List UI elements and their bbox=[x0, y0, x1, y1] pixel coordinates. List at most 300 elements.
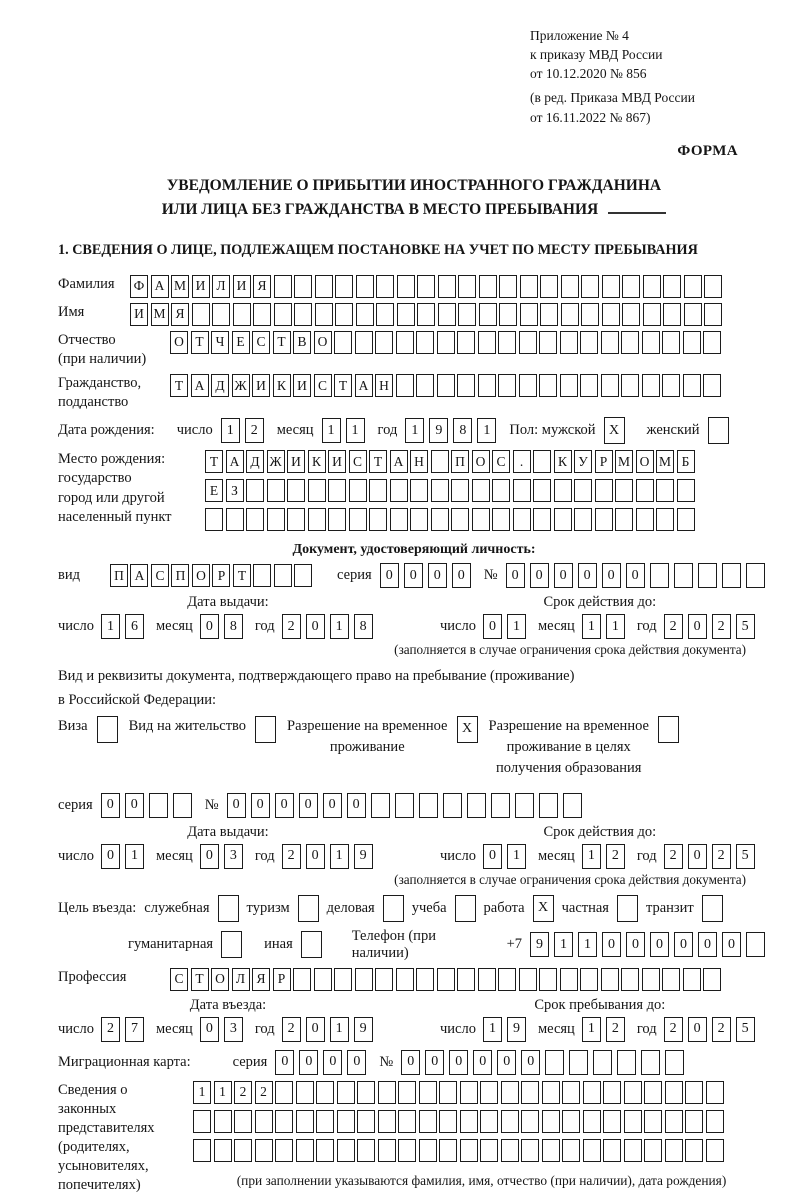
char-cell bbox=[519, 968, 537, 991]
char-cell bbox=[460, 1139, 478, 1162]
char-cell bbox=[376, 303, 394, 326]
char-cell bbox=[419, 1081, 437, 1104]
char-cell bbox=[274, 303, 292, 326]
profession-label: Профессия bbox=[58, 968, 127, 985]
char-cell bbox=[685, 1081, 703, 1104]
char-cell bbox=[431, 479, 449, 502]
entry-month-cells bbox=[200, 1017, 248, 1042]
char-cell bbox=[704, 303, 722, 326]
char-cell bbox=[467, 793, 486, 818]
char-cell: 0 bbox=[688, 614, 707, 639]
year-label: год bbox=[636, 847, 657, 864]
char-cell bbox=[499, 275, 517, 298]
char-cell bbox=[356, 275, 374, 298]
entry-dates bbox=[58, 997, 770, 1042]
char-cell bbox=[621, 331, 639, 354]
migration-seria-cells bbox=[275, 1050, 371, 1075]
number-label: № bbox=[204, 796, 219, 813]
stay-day-cells bbox=[483, 1017, 531, 1042]
patronymic-label: Отчество (при наличии) bbox=[58, 331, 147, 367]
char-cell bbox=[622, 275, 640, 298]
edition-line: от 16.11.2022 № 867) bbox=[530, 109, 651, 125]
doc-number-cells bbox=[506, 563, 770, 588]
char-cell: 0 bbox=[200, 614, 219, 639]
representatives-note: (при заполнении указываются фамилия, имя, отчество (при наличии), дата рождения) bbox=[236, 1173, 727, 1189]
char-cell bbox=[396, 331, 414, 354]
char-cell bbox=[704, 275, 722, 298]
char-cell bbox=[460, 1081, 478, 1104]
representatives-cells bbox=[193, 1081, 770, 1190]
purpose-tourism-checkbox bbox=[298, 895, 319, 922]
char-cell: Н bbox=[410, 450, 428, 473]
char-cell bbox=[233, 303, 251, 326]
valid-month-cells bbox=[582, 614, 630, 639]
char-cell bbox=[451, 508, 469, 531]
char-cell: 1 bbox=[554, 932, 573, 957]
stay-year-cells bbox=[664, 1017, 760, 1042]
char-cell bbox=[472, 508, 490, 531]
purpose-prefix: Цель въезда: bbox=[58, 899, 137, 916]
day-label: число bbox=[176, 422, 213, 439]
char-cell bbox=[624, 1110, 642, 1133]
char-cell: 0 bbox=[452, 563, 471, 588]
char-cell: П bbox=[451, 450, 469, 473]
patronymic-cells bbox=[170, 331, 724, 354]
char-cell bbox=[540, 303, 558, 326]
char-cell bbox=[706, 1081, 724, 1104]
char-cell bbox=[683, 374, 701, 397]
char-cell bbox=[574, 479, 592, 502]
char-cell: 0 bbox=[449, 1050, 468, 1075]
char-cell bbox=[703, 331, 721, 354]
char-cell bbox=[274, 275, 292, 298]
char-cell: 2 bbox=[282, 1017, 301, 1042]
char-cell bbox=[316, 1139, 334, 1162]
char-cell bbox=[315, 303, 333, 326]
form-title-line1: УВЕДОМЛЕНИЕ О ПРИБЫТИИ ИНОСТРАННОГО ГРАЖДАНИНА bbox=[166, 176, 662, 194]
char-cell: 0 bbox=[521, 1050, 540, 1075]
char-cell: Ж bbox=[232, 374, 250, 397]
char-cell bbox=[624, 1139, 642, 1162]
valid-day-cells bbox=[483, 614, 531, 639]
temp-residence-option: Разрешение на временное проживание X bbox=[287, 716, 477, 758]
char-cell bbox=[378, 1139, 396, 1162]
char-cell: 1 bbox=[221, 418, 240, 443]
char-cell bbox=[287, 479, 305, 502]
surname-cells bbox=[130, 275, 725, 298]
identity-doc-dates bbox=[58, 594, 770, 639]
char-cell bbox=[205, 508, 223, 531]
char-cell: 0 bbox=[323, 793, 342, 818]
legal-reference bbox=[530, 26, 770, 127]
char-cell: 2 bbox=[664, 1017, 683, 1042]
char-cell: 0 bbox=[428, 563, 447, 588]
char-cell: 0 bbox=[227, 793, 246, 818]
char-cell bbox=[337, 1139, 355, 1162]
char-cell bbox=[287, 508, 305, 531]
char-cell: О bbox=[211, 968, 229, 991]
char-cell bbox=[275, 1081, 293, 1104]
char-cell: А bbox=[130, 564, 148, 587]
firstname-label: Имя bbox=[58, 303, 85, 320]
char-cell: Т bbox=[170, 374, 188, 397]
profession-row bbox=[58, 968, 770, 991]
char-cell bbox=[563, 793, 582, 818]
char-cell: 1 bbox=[582, 1017, 601, 1042]
char-cell: . bbox=[513, 450, 531, 473]
citizenship-cells bbox=[170, 374, 724, 397]
char-cell: 2 bbox=[234, 1081, 252, 1104]
char-cell: С bbox=[492, 450, 510, 473]
char-cell bbox=[521, 1139, 539, 1162]
char-cell: А bbox=[151, 275, 169, 298]
char-cell bbox=[212, 303, 230, 326]
char-cell bbox=[296, 1081, 314, 1104]
char-cell bbox=[439, 1110, 457, 1133]
char-cell bbox=[308, 479, 326, 502]
char-cell bbox=[703, 374, 721, 397]
char-cell: 0 bbox=[299, 1050, 318, 1075]
char-cell bbox=[376, 275, 394, 298]
char-cell bbox=[562, 1081, 580, 1104]
char-cell bbox=[294, 275, 312, 298]
char-cell bbox=[357, 1110, 375, 1133]
char-cell bbox=[375, 968, 393, 991]
sex-male-label: Пол: мужской bbox=[509, 422, 596, 439]
char-cell: 1 bbox=[405, 418, 424, 443]
purpose-work-label: работа bbox=[483, 899, 525, 916]
char-cell: 0 bbox=[483, 844, 502, 869]
char-cell bbox=[583, 1081, 601, 1104]
phone-label: Телефон (при наличии) bbox=[351, 927, 436, 961]
purpose-work-checkbox: X bbox=[533, 895, 554, 922]
char-cell: Я bbox=[253, 275, 271, 298]
char-cell: 0 bbox=[299, 793, 318, 818]
char-cell bbox=[520, 303, 538, 326]
char-cell bbox=[665, 1050, 684, 1075]
representatives-cells-row3 bbox=[193, 1139, 726, 1162]
char-cell bbox=[656, 479, 674, 502]
purpose-official-label: служебная bbox=[144, 899, 210, 916]
char-cell: 0 bbox=[401, 1050, 420, 1075]
temp-residence-checkbox: X bbox=[457, 716, 478, 743]
char-cell bbox=[501, 1139, 519, 1162]
char-cell: 1 bbox=[193, 1081, 211, 1104]
char-cell bbox=[685, 1110, 703, 1133]
char-cell: 0 bbox=[125, 793, 144, 818]
issue-day-cells bbox=[101, 614, 149, 639]
ref-line: от 10.12.2020 № 856 bbox=[530, 66, 647, 82]
char-cell bbox=[519, 374, 537, 397]
char-cell: Ф bbox=[130, 275, 148, 298]
char-cell bbox=[375, 331, 393, 354]
birth-year-cells bbox=[405, 418, 501, 443]
char-cell bbox=[214, 1110, 232, 1133]
char-cell bbox=[255, 1110, 273, 1133]
year-label: год bbox=[254, 847, 275, 864]
migration-number-cells bbox=[401, 1050, 689, 1075]
char-cell bbox=[539, 331, 557, 354]
char-cell bbox=[746, 932, 765, 957]
char-cell bbox=[644, 1081, 662, 1104]
valid-until-title: Срок действия до: bbox=[543, 594, 657, 611]
char-cell: 7 bbox=[125, 1017, 144, 1042]
char-cell bbox=[603, 1081, 621, 1104]
char-cell: 1 bbox=[507, 844, 526, 869]
char-cell bbox=[416, 968, 434, 991]
char-cell bbox=[398, 1081, 416, 1104]
char-cell: К bbox=[308, 450, 326, 473]
char-cell: 2 bbox=[606, 1017, 625, 1042]
char-cell bbox=[274, 564, 292, 587]
char-cell bbox=[457, 331, 475, 354]
char-cell bbox=[499, 303, 517, 326]
char-cell bbox=[316, 1081, 334, 1104]
char-cell: 2 bbox=[664, 844, 683, 869]
char-cell bbox=[539, 968, 557, 991]
char-cell: 0 bbox=[101, 844, 120, 869]
citizenship-label: Гражданство, подданство bbox=[58, 375, 142, 411]
char-cell bbox=[636, 508, 654, 531]
char-cell bbox=[663, 275, 681, 298]
char-cell: 0 bbox=[650, 932, 669, 957]
char-cell bbox=[722, 563, 741, 588]
char-cell: И bbox=[233, 275, 251, 298]
residence-permit-checkbox bbox=[255, 716, 276, 743]
char-cell bbox=[601, 331, 619, 354]
char-cell bbox=[562, 1139, 580, 1162]
residence-permit-option: Вид на жительство bbox=[129, 716, 276, 743]
char-cell bbox=[419, 793, 438, 818]
visa-checkbox bbox=[97, 716, 118, 743]
char-cell bbox=[451, 479, 469, 502]
char-cell: 3 bbox=[224, 1017, 243, 1042]
issue-month-cells bbox=[200, 614, 248, 639]
month-label: месяц bbox=[537, 847, 575, 864]
char-cell bbox=[617, 1050, 636, 1075]
char-cell bbox=[480, 1081, 498, 1104]
purpose-private-label: частная bbox=[561, 899, 609, 916]
char-cell: 5 bbox=[736, 1017, 755, 1042]
month-label: месяц bbox=[155, 847, 193, 864]
char-cell bbox=[334, 968, 352, 991]
char-cell bbox=[397, 303, 415, 326]
char-cell bbox=[480, 1139, 498, 1162]
char-cell: Т bbox=[233, 564, 251, 587]
char-cell: 0 bbox=[626, 563, 645, 588]
char-cell bbox=[674, 563, 693, 588]
purpose-tourism-label: туризм bbox=[246, 899, 290, 916]
char-cell: И bbox=[252, 374, 270, 397]
char-cell: 0 bbox=[425, 1050, 444, 1075]
char-cell bbox=[349, 508, 367, 531]
char-cell bbox=[636, 479, 654, 502]
validity-note: (заполняется в случае ограничения срока действия документа) bbox=[394, 871, 746, 887]
char-cell bbox=[662, 968, 680, 991]
char-cell bbox=[193, 1139, 211, 1162]
char-cell: А bbox=[226, 450, 244, 473]
month-label: месяц bbox=[155, 1020, 193, 1037]
char-cell bbox=[480, 1110, 498, 1133]
day-label: число bbox=[58, 847, 94, 864]
char-cell bbox=[662, 374, 680, 397]
month-label: месяц bbox=[155, 618, 193, 635]
char-cell: 2 bbox=[664, 614, 683, 639]
issue-month-cells bbox=[200, 844, 248, 869]
char-cell: 2 bbox=[245, 418, 264, 443]
firstname-cells bbox=[130, 303, 725, 326]
char-cell: Т bbox=[205, 450, 223, 473]
purpose-other-label: иная bbox=[264, 936, 293, 953]
char-cell bbox=[478, 374, 496, 397]
char-cell bbox=[602, 275, 620, 298]
stay-doc-line1: Вид и реквизиты документа, подтверждающего право на пребывание (проживание) bbox=[58, 668, 575, 685]
char-cell bbox=[255, 1139, 273, 1162]
char-cell bbox=[397, 275, 415, 298]
form-title bbox=[58, 174, 770, 222]
char-cell: 2 bbox=[282, 614, 301, 639]
validity-note: (заполняется в случае ограничения срока действия документа) bbox=[394, 642, 746, 658]
birthdate-label: Дата рождения: bbox=[58, 422, 155, 439]
char-cell bbox=[492, 508, 510, 531]
number-label: № bbox=[379, 1053, 394, 1070]
char-cell bbox=[390, 508, 408, 531]
char-cell: Р bbox=[273, 968, 291, 991]
char-cell bbox=[357, 1081, 375, 1104]
char-cell bbox=[439, 1139, 457, 1162]
purpose-business-label: деловая bbox=[326, 899, 375, 916]
char-cell: 1 bbox=[477, 418, 496, 443]
char-cell: С bbox=[170, 968, 188, 991]
char-cell bbox=[479, 303, 497, 326]
char-cell bbox=[419, 1139, 437, 1162]
char-cell bbox=[642, 331, 660, 354]
char-cell: С bbox=[314, 374, 332, 397]
char-cell bbox=[665, 1110, 683, 1133]
char-cell bbox=[583, 1110, 601, 1133]
char-cell bbox=[458, 275, 476, 298]
char-cell: 0 bbox=[602, 563, 621, 588]
char-cell bbox=[561, 275, 579, 298]
char-cell: 0 bbox=[251, 793, 270, 818]
char-cell: 9 bbox=[354, 844, 373, 869]
char-cell bbox=[615, 508, 633, 531]
char-cell bbox=[560, 331, 578, 354]
char-cell bbox=[542, 1139, 560, 1162]
char-cell: И bbox=[287, 450, 305, 473]
char-cell: Я bbox=[252, 968, 270, 991]
char-cell bbox=[554, 508, 572, 531]
valid-year-cells bbox=[664, 614, 760, 639]
birthplace-cells-row2 bbox=[205, 479, 697, 502]
char-cell: Ч bbox=[211, 331, 229, 354]
char-cell: 6 bbox=[125, 614, 144, 639]
char-cell bbox=[226, 508, 244, 531]
visa-option: Виза bbox=[58, 716, 118, 743]
char-cell: Т bbox=[369, 450, 387, 473]
day-label: число bbox=[440, 618, 476, 635]
char-cell bbox=[355, 968, 373, 991]
stay-doc-options bbox=[58, 716, 770, 779]
char-cell bbox=[642, 968, 660, 991]
char-cell bbox=[478, 968, 496, 991]
char-cell bbox=[357, 1139, 375, 1162]
form-title-line2: ИЛИ ЛИЦА БЕЗ ГРАЖДАНСТВА В МЕСТО ПРЕБЫВАНИЯ bbox=[161, 200, 599, 218]
birthdate-row bbox=[58, 417, 770, 444]
representatives-label: Сведения о законных представителях (родителях, усыновителях, попечителях) bbox=[58, 1081, 155, 1194]
char-cell bbox=[246, 508, 264, 531]
char-cell bbox=[479, 275, 497, 298]
char-cell: 2 bbox=[712, 1017, 731, 1042]
sex-female-label: женский bbox=[646, 422, 700, 439]
doc-kind-cells bbox=[110, 564, 315, 587]
char-cell bbox=[192, 303, 210, 326]
char-cell bbox=[583, 1139, 601, 1162]
char-cell bbox=[253, 303, 271, 326]
char-cell: 0 bbox=[404, 563, 423, 588]
char-cell bbox=[294, 564, 312, 587]
char-cell: Т bbox=[273, 331, 291, 354]
char-cell bbox=[601, 374, 619, 397]
char-cell: Т bbox=[191, 331, 209, 354]
char-cell: М bbox=[171, 275, 189, 298]
char-cell: И bbox=[130, 303, 148, 326]
char-cell bbox=[315, 275, 333, 298]
stay-until-title: Срок пребывания до: bbox=[534, 996, 666, 1013]
valid-until-title: Срок действия до: bbox=[543, 823, 657, 840]
char-cell bbox=[337, 1081, 355, 1104]
representatives-cells-row2 bbox=[193, 1110, 726, 1133]
temp-residence-education-option: Разрешение на временное проживание в целях получения образования bbox=[489, 716, 679, 779]
char-cell: В bbox=[293, 331, 311, 354]
char-cell bbox=[622, 303, 640, 326]
char-cell bbox=[149, 793, 168, 818]
char-cell bbox=[438, 275, 456, 298]
char-cell bbox=[595, 508, 613, 531]
purpose-humanitarian-checkbox bbox=[221, 931, 242, 958]
char-cell bbox=[650, 563, 669, 588]
char-cell bbox=[677, 479, 695, 502]
char-cell: 3 bbox=[224, 844, 243, 869]
char-cell: 8 bbox=[453, 418, 472, 443]
char-cell bbox=[662, 331, 680, 354]
birthplace-label: Место рождения: государство город или другой населенный пункт bbox=[58, 451, 172, 525]
profession-cells bbox=[170, 968, 724, 991]
char-cell bbox=[253, 564, 271, 587]
char-cell bbox=[665, 1139, 683, 1162]
phone-prefix: +7 bbox=[506, 936, 522, 953]
birth-day-cells bbox=[221, 418, 269, 443]
char-cell: С bbox=[151, 564, 169, 587]
month-label: месяц bbox=[537, 618, 575, 635]
char-cell bbox=[644, 1139, 662, 1162]
char-cell bbox=[683, 968, 701, 991]
char-cell bbox=[234, 1139, 252, 1162]
purpose-business-checkbox bbox=[383, 895, 404, 922]
char-cell bbox=[684, 275, 702, 298]
char-cell: 0 bbox=[506, 563, 525, 588]
char-cell bbox=[472, 479, 490, 502]
char-cell bbox=[706, 1139, 724, 1162]
char-cell: Е bbox=[205, 479, 223, 502]
char-cell bbox=[621, 968, 639, 991]
char-cell: А bbox=[191, 374, 209, 397]
char-cell bbox=[513, 508, 531, 531]
char-cell bbox=[275, 1110, 293, 1133]
seria-label: серия bbox=[336, 567, 372, 584]
char-cell: 5 bbox=[736, 844, 755, 869]
month-label: месяц bbox=[276, 422, 314, 439]
